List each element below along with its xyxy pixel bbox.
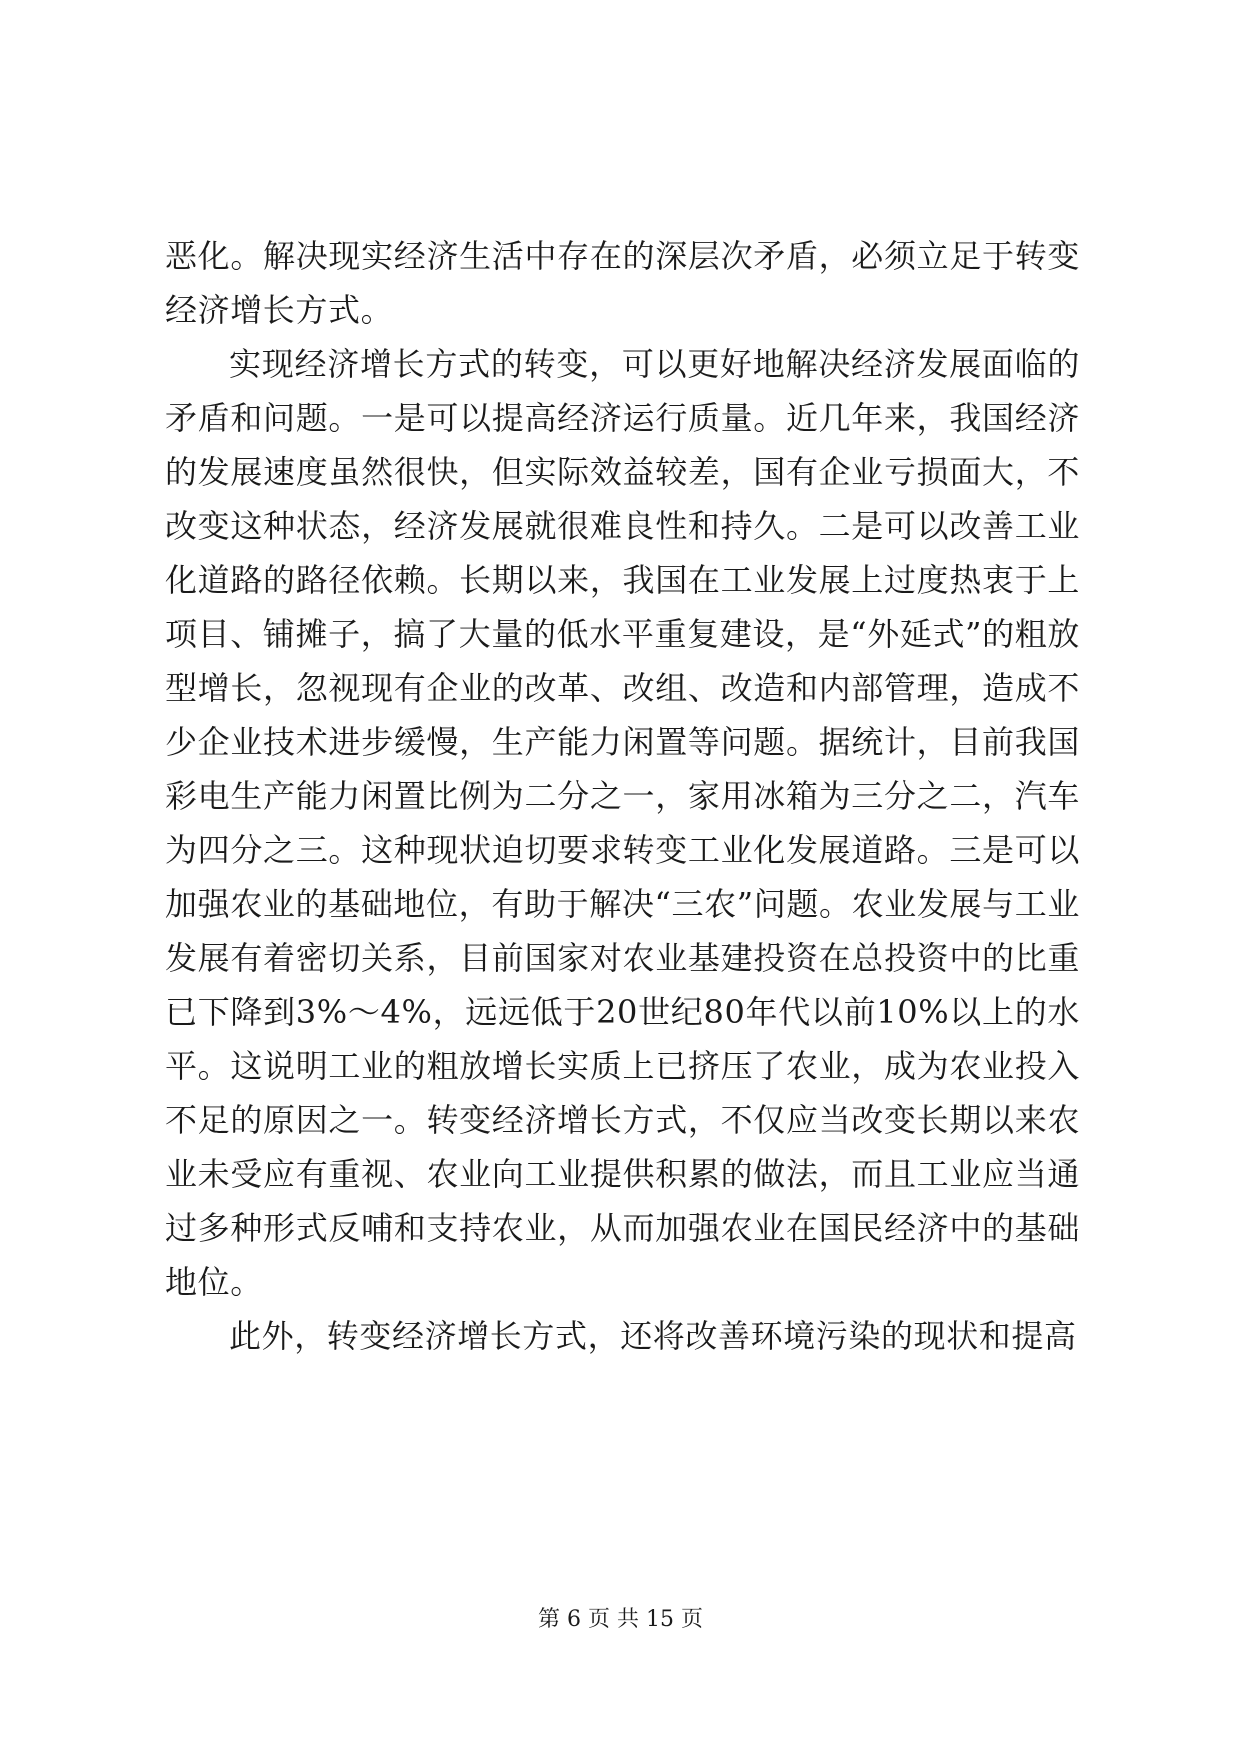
paragraph-continuation: 恶化。解决现实经济生活中存在的深层次矛盾，必须立足于转变经济增长方式。 — [165, 237, 1080, 329]
paragraph-moreover: 此外，转变经济增长方式，还将改善环境污染的现状和提高 — [229, 1317, 1077, 1355]
document-body — [165, 229, 1080, 1363]
paragraph-growth-mode: 实现经济增长方式的转变，可以更好地解决经济发展面临的矛盾和问题。一是可以提高经济运行质量。近几年来，我国经济的发展速度虽然很快，但实际效益较差，国有企业亏损面大，不改变这种状态，经济发展就很难良性和持久。二是可以改善工业化道路的路径依赖。长期以来，我国在工业发展上过度热衷于上项目、铺摊子，搞了大量的低水平重复建设，是“外延式”的粗放型增长，忽视现有企业的改革、改组、改造和内部管理，造成不少企业技术进步缓慢，生产能力闲置等问题。据统计，目前我国彩电生产能力闲置比例为二分之一，家用冰箱为三分之二，汽车为四分之三。这种现状迫切要求转变工业化发展道路。三是可以加强农业的基础地位，有助于解决“三农”问题。农业发展与工业发展有着密切关系，目前国家对农业基建投资在总投资中的比重已下降到3%～4%，远远低于20世纪80年代以前10%以上的水平。这说明工业的粗放增长实质上已挤压了农业，成为农业投入不足的原因之一。转变经济增长方式，不仅应当改变长期以来农业未受应有重视、农业向工业提供积累的做法，而且工业应当通过多种形式反哺和支持农业，从而加强农业在国民经济中的基础地位。 — [165, 345, 1080, 1301]
page-number-footer: 第 6 页 共 15 页 — [538, 1607, 703, 1632]
